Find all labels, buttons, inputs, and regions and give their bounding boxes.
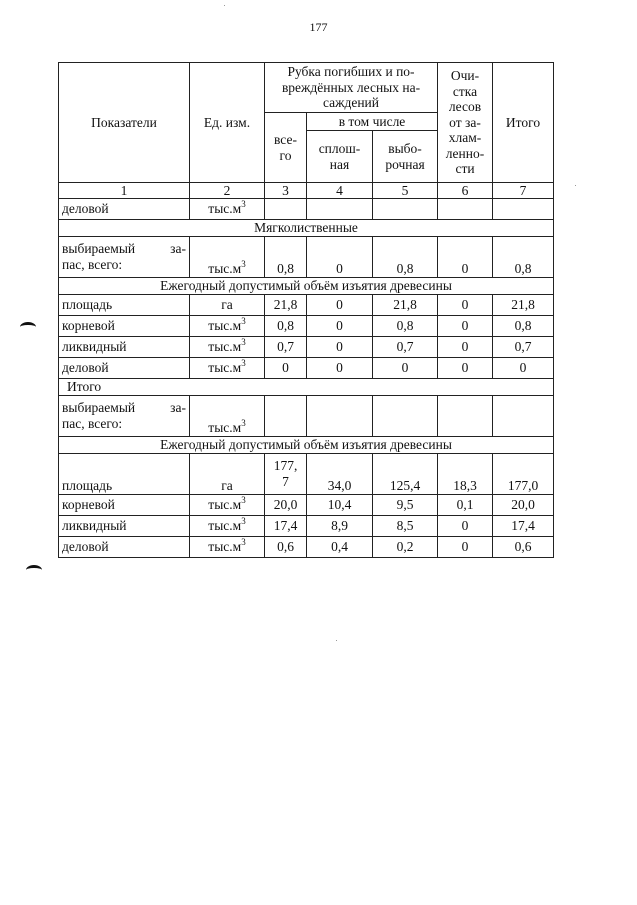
column-number: 1 (59, 183, 190, 199)
cell-value: 125,4 (373, 454, 438, 495)
section-title: Итого (59, 379, 554, 396)
section-title: Ежегодный допустимый объём изъятия древесины (59, 278, 554, 295)
cell-value: 0,7 (493, 337, 554, 358)
cell-value: 18,3 (438, 454, 493, 495)
cell-value: 0,6 (265, 537, 307, 558)
table-row (59, 516, 554, 537)
cell-value: 8,5 (373, 516, 438, 537)
row-label: выбираемый за- пас, всего: (59, 237, 190, 278)
header-harvest-group: Рубка погибших и по- вреждённых лесных на- саждений (265, 63, 438, 113)
cell-value: 177, 7 (265, 454, 307, 495)
row-unit: $тыс.м^3$ (190, 358, 265, 379)
section-row (59, 278, 554, 295)
cell-value: 10,4 (307, 495, 373, 516)
cell-value: 8,9 (307, 516, 373, 537)
cell-value: 0 (265, 358, 307, 379)
column-number: 6 (438, 183, 493, 199)
table-row (59, 316, 554, 337)
cell-value: 0,8 (373, 316, 438, 337)
row-label: деловой (59, 358, 190, 379)
header-indicators: Показатели (59, 63, 190, 183)
row-unit: га (190, 454, 265, 495)
cell-value: 17,4 (265, 516, 307, 537)
header-total: Итого (493, 63, 554, 183)
section-row (59, 379, 554, 396)
row-unit: $тыс.м^3$ (190, 495, 265, 516)
table-row (59, 358, 554, 379)
row-label: корневой (59, 316, 190, 337)
cell-value: 0,7 (265, 337, 307, 358)
cell-value: 0 (438, 316, 493, 337)
column-number: 3 (265, 183, 307, 199)
cell-value: 0,8 (493, 237, 554, 278)
forest-harvest-table (58, 62, 554, 558)
cell-value: 0 (307, 316, 373, 337)
table-row (59, 454, 554, 495)
cell-value: 17,4 (493, 516, 554, 537)
cell-value: 0,8 (373, 237, 438, 278)
scan-mark (20, 322, 36, 332)
cell-value: 0,8 (493, 316, 554, 337)
row-unit: $тыс.м^3$ (190, 316, 265, 337)
section-title: Ежегодный допустимый объём изъятия древесины (59, 437, 554, 454)
header-unit: Ед. изм. (190, 63, 265, 183)
cell-value: 0,6 (493, 537, 554, 558)
column-number: 2 (190, 183, 265, 199)
table-row (59, 537, 554, 558)
section-row (59, 437, 554, 454)
table-row (59, 237, 554, 278)
cell-value: 0 (438, 237, 493, 278)
row-label: корневой (59, 495, 190, 516)
cell-value: 177,0 (493, 454, 554, 495)
table-row (59, 295, 554, 316)
row-label: площадь (59, 454, 190, 495)
cell-value: 0,4 (307, 537, 373, 558)
header-all: все- го (265, 113, 307, 183)
cell-value: 0 (493, 358, 554, 379)
scan-speck (575, 185, 576, 186)
table-row (59, 337, 554, 358)
row-unit: $тыс.м^3$ (190, 537, 265, 558)
scan-speck (336, 640, 337, 641)
cell-value: 0 (438, 516, 493, 537)
scan-speck (224, 5, 225, 6)
section-row (59, 220, 554, 237)
cell-value: 0 (307, 295, 373, 316)
row-unit: $тыс.м^3$ (190, 396, 265, 437)
row-unit: $тыс.м^3$ (190, 199, 265, 220)
cell-value: 0 (438, 337, 493, 358)
cell-value: 9,5 (373, 495, 438, 516)
scan-mark (26, 565, 42, 575)
row-label: выбираемый за- пас, всего: (59, 396, 190, 437)
cell-value: 0 (307, 337, 373, 358)
cell-value: 0 (438, 295, 493, 316)
cell-value: 0,8 (265, 316, 307, 337)
row-label: деловой (59, 537, 190, 558)
header-cleanup: Очи- стка лесов от за- хлам- ленно- сти (438, 63, 493, 183)
row-label: площадь (59, 295, 190, 316)
cell-value: 0,2 (373, 537, 438, 558)
cell-value: 0 (438, 537, 493, 558)
column-number: 4 (307, 183, 373, 199)
cell-value: 0,7 (373, 337, 438, 358)
row-label: ликвидный (59, 516, 190, 537)
cell-value: 20,0 (265, 495, 307, 516)
row-label: деловой (59, 199, 190, 220)
cell-value: 0 (438, 358, 493, 379)
column-numbers-row (59, 183, 554, 199)
table-row (59, 396, 554, 437)
row-unit: $тыс.м^3$ (190, 516, 265, 537)
row-unit: $тыс.м^3$ (190, 237, 265, 278)
table-row (59, 495, 554, 516)
cell-value: 20,0 (493, 495, 554, 516)
cell-value: 21,8 (493, 295, 554, 316)
cell-value: 0 (307, 237, 373, 278)
table-row (59, 199, 554, 220)
row-label: ликвидный (59, 337, 190, 358)
header-selective: выбо- рочная (373, 131, 438, 183)
row-unit: га (190, 295, 265, 316)
cell-value: 21,8 (373, 295, 438, 316)
cell-value: 0,8 (265, 237, 307, 278)
page-number: 177 (309, 20, 328, 34)
column-number: 7 (493, 183, 554, 199)
cell-value: 21,8 (265, 295, 307, 316)
cell-value: 0 (373, 358, 438, 379)
column-number: 5 (373, 183, 438, 199)
cell-value: 0,1 (438, 495, 493, 516)
row-unit: $тыс.м^3$ (190, 337, 265, 358)
header-clear-cut: сплош- ная (307, 131, 373, 183)
cell-value: 0 (307, 358, 373, 379)
header-including: в том числе (307, 113, 438, 131)
section-title: Мягколиственные (59, 220, 554, 237)
cell-value: 34,0 (307, 454, 373, 495)
